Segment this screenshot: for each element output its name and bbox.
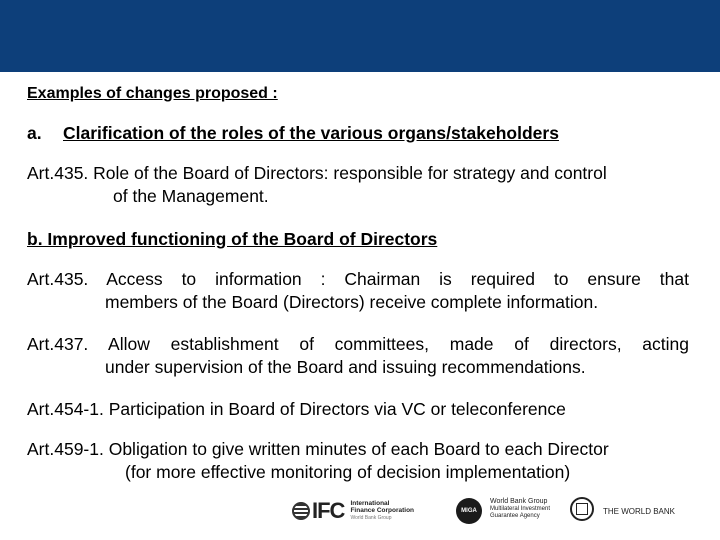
section-a-marker: a. xyxy=(27,123,42,143)
art-437 xyxy=(27,333,689,379)
miga-name xyxy=(490,498,550,520)
art-435-role-line1: Art.435. Role of the Board of Directors: responsible for strategy and control xyxy=(27,163,607,183)
wbg-label: World Bank Group xyxy=(490,498,548,505)
footer-logos xyxy=(0,492,720,532)
miga-logo: MIGA xyxy=(456,498,482,524)
art-435-access-line1: Art.435. Access to information : Chairman is required to ensure that xyxy=(27,269,689,289)
ifc-line3: World Bank Group xyxy=(350,515,392,521)
art-435-role-line2: of the Management. xyxy=(113,186,269,206)
art-459-1-line1: Art.459-1. Obligation to give written minutes of each Board to each Director xyxy=(27,439,609,459)
section-a xyxy=(27,122,559,145)
world-bank-label: THE WORLD BANK xyxy=(603,507,676,516)
art-454-1-line1: Art.454-1. Participation in Board of Directors via VC or teleconference xyxy=(27,399,566,419)
section-a-title: Clarification of the roles of the various organs/stakeholders xyxy=(63,123,559,143)
art-459-1-line2: (for more effective monitoring of decision implementation) xyxy=(125,462,571,482)
heading: Examples of changes proposed : xyxy=(27,85,278,102)
section-b-title: b. Improved functioning of the Board of Directors xyxy=(27,229,438,249)
miga-line1: Multilateral Investment xyxy=(490,506,551,512)
art-435-access xyxy=(27,268,689,314)
ifc-line2: Finance Corporation xyxy=(350,507,415,514)
globe-icon xyxy=(292,502,310,520)
ifc-logo xyxy=(292,500,414,522)
ifc-mark: IFC xyxy=(312,498,345,523)
art-435-role xyxy=(27,162,689,208)
art-437-line2: under supervision of the Board and issuing recommendations. xyxy=(105,357,586,377)
world-bank-logo-icon xyxy=(570,497,594,521)
art-454-1 xyxy=(27,398,689,421)
header-bar xyxy=(0,0,720,72)
miga-line2: Guarantee Agency xyxy=(490,513,540,519)
art-459-1 xyxy=(27,438,689,484)
art-437-line1: Art.437. Allow establishment of committees, made of directors, acting xyxy=(27,334,689,354)
ifc-line1: International xyxy=(350,500,390,507)
ifc-name xyxy=(350,500,414,522)
art-435-access-line2: members of the Board (Directors) receive complete information. xyxy=(105,292,599,312)
